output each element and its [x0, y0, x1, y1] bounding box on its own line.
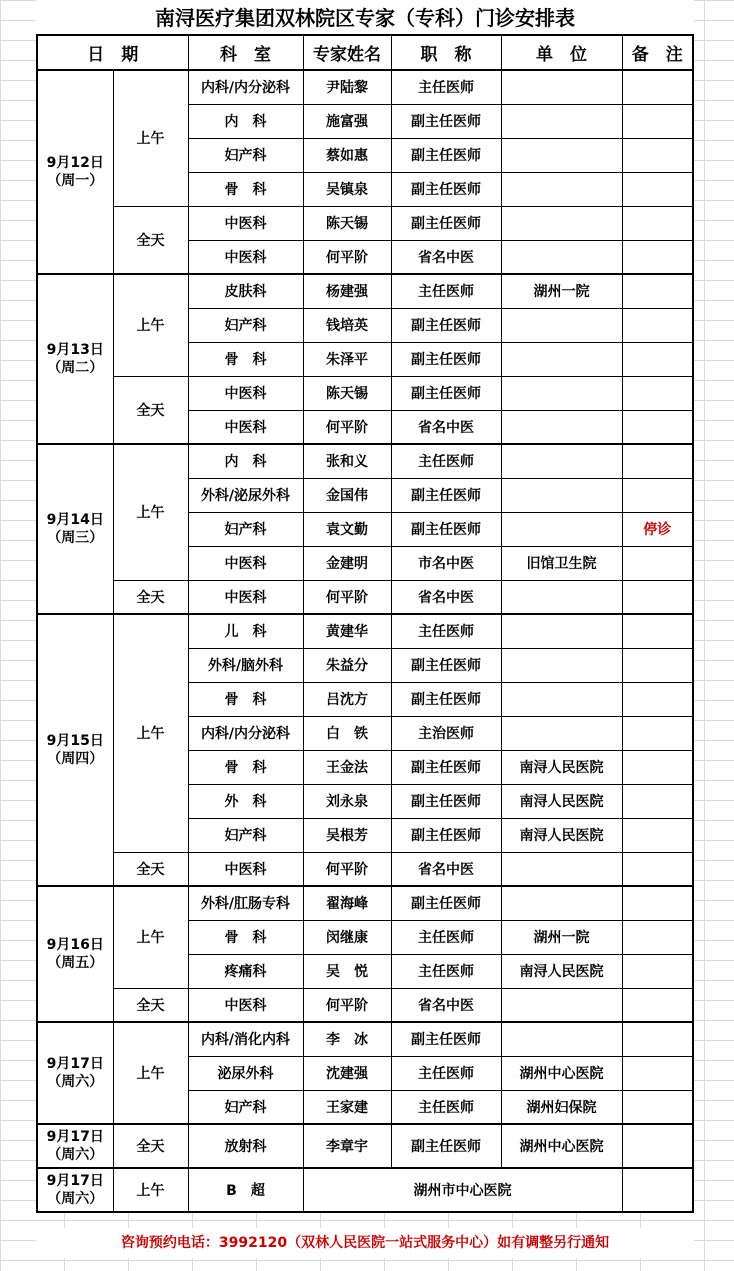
date-label: 9月12日 [46, 155, 104, 171]
table-row [37, 376, 693, 410]
doctor-title-cell: 副主任医师 [391, 750, 501, 784]
header-unit: 单 位 [501, 35, 622, 70]
doctor-title-cell: 副主任医师 [391, 682, 501, 716]
doctor-title-cell: 副主任医师 [391, 342, 501, 376]
dept-cell: 放射科 [188, 1124, 303, 1168]
unit-cell [501, 988, 622, 1022]
dept-cell: 骨 科 [188, 920, 303, 954]
weekday-label: （周六） [47, 1147, 104, 1163]
note-cell [622, 852, 693, 886]
note-cell [622, 478, 693, 512]
doctor-title-cell: 主任医师 [391, 274, 501, 308]
table-row [37, 1124, 693, 1168]
doctor-name-cell: 金建明 [303, 546, 391, 580]
doctor-name-cell: 吴根芳 [303, 818, 391, 852]
date-cell [37, 274, 113, 444]
note-cell [622, 138, 693, 172]
schedule-table [36, 34, 694, 1213]
unit-cell: 旧馆卫生院 [501, 546, 622, 580]
session-cell: 全天 [113, 376, 188, 444]
doctor-title-cell: 主任医师 [391, 1090, 501, 1124]
doctor-title-cell: 市名中医 [391, 546, 501, 580]
header-row [37, 35, 693, 70]
note-cell [622, 1124, 693, 1168]
dept-cell: 骨 科 [188, 172, 303, 206]
unit-cell [501, 342, 622, 376]
unit-cell [501, 308, 622, 342]
footer-contact-note: 咨询预约电话：3992120（双林人民医院一站式服务中心）如有调整另行通知 [36, 1228, 694, 1258]
doctor-name-cell: 何平阶 [303, 410, 391, 444]
session-cell: 全天 [113, 1124, 188, 1168]
unit-cell [501, 1022, 622, 1056]
date-cell [37, 444, 113, 614]
note-cell [622, 988, 693, 1022]
unit-cell: 湖州中心医院 [501, 1124, 622, 1168]
unit-cell: 湖州一院 [501, 920, 622, 954]
date-label: 9月17日 [46, 1056, 104, 1072]
weekday-label: （周五） [47, 955, 104, 971]
unit-cell: 南浔人民医院 [501, 784, 622, 818]
header-title: 职 称 [391, 35, 501, 70]
note-cell [622, 716, 693, 750]
unit-cell [501, 512, 622, 546]
doctor-name-cell: 何平阶 [303, 852, 391, 886]
date-label: 9月16日 [46, 937, 104, 953]
note-cell [622, 308, 693, 342]
unit-cell: 南浔人民医院 [501, 750, 622, 784]
session-cell: 上午 [113, 1022, 188, 1124]
doctor-name-cell: 黄建华 [303, 614, 391, 648]
doctor-title-cell: 主任医师 [391, 70, 501, 104]
date-cell [37, 70, 113, 274]
note-cell [622, 410, 693, 444]
note-cell [622, 1022, 693, 1056]
merged-unit-cell: 湖州市中心医院 [303, 1168, 622, 1212]
session-cell: 全天 [113, 988, 188, 1022]
dept-cell: 中医科 [188, 852, 303, 886]
doctor-title-cell: 省名中医 [391, 580, 501, 614]
doctor-name-cell: 吕沈方 [303, 682, 391, 716]
doctor-name-cell: 刘永泉 [303, 784, 391, 818]
unit-cell [501, 172, 622, 206]
doctor-name-cell: 王金法 [303, 750, 391, 784]
doctor-title-cell: 副主任医师 [391, 104, 501, 138]
doctor-title-cell: 副主任医师 [391, 886, 501, 920]
table-row [37, 614, 693, 648]
doctor-title-cell: 副主任医师 [391, 206, 501, 240]
date-cell [37, 1022, 113, 1124]
dept-cell: 内 科 [188, 104, 303, 138]
table-row [37, 206, 693, 240]
doctor-title-cell: 省名中医 [391, 988, 501, 1022]
doctor-title-cell: 主任医师 [391, 444, 501, 478]
dept-cell: 疼痛科 [188, 954, 303, 988]
session-cell: 上午 [113, 274, 188, 376]
header-name: 专家姓名 [303, 35, 391, 70]
doctor-title-cell: 副主任医师 [391, 138, 501, 172]
unit-cell [501, 410, 622, 444]
table-row [37, 852, 693, 886]
unit-cell [501, 206, 622, 240]
dept-cell: 内科/内分泌科 [188, 716, 303, 750]
doctor-name-cell: 尹陆黎 [303, 70, 391, 104]
unit-cell [501, 376, 622, 410]
session-cell: 上午 [113, 70, 188, 206]
session-cell: 上午 [113, 444, 188, 580]
note-cell [622, 206, 693, 240]
session-cell: 上午 [113, 1168, 188, 1212]
doctor-name-cell: 金国伟 [303, 478, 391, 512]
note-cell [622, 750, 693, 784]
table-row [37, 988, 693, 1022]
doctor-title-cell: 副主任医师 [391, 172, 501, 206]
unit-cell: 南浔人民医院 [501, 954, 622, 988]
date-label: 9月14日 [46, 512, 104, 528]
unit-cell [501, 478, 622, 512]
note-cell: 停诊 [622, 512, 693, 546]
note-cell [622, 1056, 693, 1090]
doctor-name-cell: 朱泽平 [303, 342, 391, 376]
note-cell [622, 546, 693, 580]
dept-cell: 皮肤科 [188, 274, 303, 308]
doctor-title-cell: 副主任医师 [391, 1022, 501, 1056]
date-label: 9月15日 [46, 733, 104, 749]
unit-cell: 湖州中心医院 [501, 1056, 622, 1090]
doctor-name-cell: 李章宇 [303, 1124, 391, 1168]
note-cell [622, 376, 693, 410]
note-cell [622, 444, 693, 478]
schedule-body [37, 70, 693, 1212]
note-cell [622, 104, 693, 138]
dept-cell: 儿 科 [188, 614, 303, 648]
note-cell [622, 920, 693, 954]
dept-cell: 中医科 [188, 988, 303, 1022]
weekday-label: （周二） [47, 360, 104, 376]
doctor-title-cell: 主任医师 [391, 954, 501, 988]
note-cell [622, 886, 693, 920]
table-row [37, 274, 693, 308]
weekday-label: （周六） [47, 1074, 104, 1090]
unit-cell [501, 852, 622, 886]
unit-cell [501, 444, 622, 478]
dept-cell: 外科/肛肠专科 [188, 886, 303, 920]
dept-cell: 外科/脑外科 [188, 648, 303, 682]
date-cell [37, 886, 113, 1022]
doctor-name-cell: 何平阶 [303, 988, 391, 1022]
doctor-title-cell: 副主任医师 [391, 478, 501, 512]
unit-cell [501, 648, 622, 682]
doctor-title-cell: 主治医师 [391, 716, 501, 750]
doctor-title-cell: 副主任医师 [391, 512, 501, 546]
dept-cell: 妇产科 [188, 818, 303, 852]
table-row [37, 1168, 693, 1212]
doctor-name-cell: 张和义 [303, 444, 391, 478]
doctor-name-cell: 吴镇泉 [303, 172, 391, 206]
unit-cell [501, 138, 622, 172]
note-cell [622, 954, 693, 988]
doctor-name-cell: 袁文勤 [303, 512, 391, 546]
doctor-name-cell: 陈天锡 [303, 206, 391, 240]
dept-cell: 内 科 [188, 444, 303, 478]
dept-cell: 妇产科 [188, 138, 303, 172]
note-cell [622, 1090, 693, 1124]
table-row [37, 444, 693, 478]
dept-cell: 妇产科 [188, 1090, 303, 1124]
note-cell [622, 342, 693, 376]
doctor-title-cell: 省名中医 [391, 852, 501, 886]
session-cell: 全天 [113, 206, 188, 274]
doctor-name-cell: 沈建强 [303, 1056, 391, 1090]
doctor-name-cell: 陈天锡 [303, 376, 391, 410]
doctor-name-cell: 朱益分 [303, 648, 391, 682]
note-cell [622, 648, 693, 682]
dept-cell: 妇产科 [188, 308, 303, 342]
doctor-name-cell: 蔡如惠 [303, 138, 391, 172]
doctor-title-cell: 省名中医 [391, 410, 501, 444]
dept-cell: 中医科 [188, 206, 303, 240]
header-dept: 科 室 [188, 35, 303, 70]
note-cell [622, 784, 693, 818]
unit-cell [501, 682, 622, 716]
date-label: 9月17日 [46, 1173, 104, 1189]
date-cell [37, 614, 113, 886]
doctor-title-cell: 副主任医师 [391, 308, 501, 342]
dept-cell: 泌尿外科 [188, 1056, 303, 1090]
unit-cell: 湖州妇保院 [501, 1090, 622, 1124]
doctor-title-cell: 副主任医师 [391, 648, 501, 682]
unit-cell [501, 104, 622, 138]
doctor-name-cell: 闵继康 [303, 920, 391, 954]
unit-cell: 南浔人民医院 [501, 818, 622, 852]
note-cell [622, 580, 693, 614]
session-cell: 上午 [113, 614, 188, 852]
table-row [37, 70, 693, 104]
dept-cell: 中医科 [188, 376, 303, 410]
doctor-name-cell: 吴 悦 [303, 954, 391, 988]
table-row [37, 1022, 693, 1056]
dept-cell: B 超 [188, 1168, 303, 1212]
doctor-title-cell: 主任医师 [391, 920, 501, 954]
dept-cell: 骨 科 [188, 750, 303, 784]
dept-cell: 骨 科 [188, 342, 303, 376]
header-date: 日 期 [37, 35, 188, 70]
unit-cell [501, 240, 622, 274]
weekday-label: （周一） [47, 173, 104, 189]
dept-cell: 中医科 [188, 410, 303, 444]
session-cell: 全天 [113, 580, 188, 614]
date-label: 9月17日 [46, 1129, 104, 1145]
weekday-label: （周六） [47, 1191, 104, 1207]
doctor-name-cell: 钱培英 [303, 308, 391, 342]
dept-cell: 外 科 [188, 784, 303, 818]
doctor-name-cell: 施富强 [303, 104, 391, 138]
session-cell: 全天 [113, 852, 188, 886]
doctor-name-cell: 李 冰 [303, 1022, 391, 1056]
doctor-name-cell: 王家建 [303, 1090, 391, 1124]
dept-cell: 中医科 [188, 240, 303, 274]
doctor-title-cell: 副主任医师 [391, 818, 501, 852]
doctor-title-cell: 副主任医师 [391, 784, 501, 818]
doctor-title-cell: 副主任医师 [391, 1124, 501, 1168]
doctor-title-cell: 主任医师 [391, 1056, 501, 1090]
session-cell: 上午 [113, 886, 188, 988]
date-cell [37, 1168, 113, 1212]
unit-cell [501, 580, 622, 614]
doctor-title-cell: 省名中医 [391, 240, 501, 274]
weekday-label: （周四） [47, 751, 104, 767]
note-cell [622, 274, 693, 308]
weekday-label: （周三） [47, 530, 104, 546]
doctor-name-cell: 何平阶 [303, 240, 391, 274]
date-cell [37, 1124, 113, 1168]
dept-cell: 中医科 [188, 580, 303, 614]
date-label: 9月13日 [46, 342, 104, 358]
page-title: 南浔医疗集团双林院区专家（专科）门诊安排表 [36, 0, 694, 34]
doctor-name-cell: 杨建强 [303, 274, 391, 308]
table-row [37, 580, 693, 614]
doctor-name-cell: 何平阶 [303, 580, 391, 614]
doctor-name-cell: 白 铁 [303, 716, 391, 750]
table-row [37, 886, 693, 920]
dept-cell: 内科/消化内科 [188, 1022, 303, 1056]
dept-cell: 中医科 [188, 546, 303, 580]
note-cell [622, 614, 693, 648]
doctor-name-cell: 翟海峰 [303, 886, 391, 920]
unit-cell: 湖州一院 [501, 274, 622, 308]
note-cell [622, 240, 693, 274]
unit-cell [501, 614, 622, 648]
dept-cell: 内科/内分泌科 [188, 70, 303, 104]
dept-cell: 妇产科 [188, 512, 303, 546]
note-cell [622, 818, 693, 852]
doctor-title-cell: 副主任医师 [391, 376, 501, 410]
note-cell [622, 172, 693, 206]
note-cell [622, 70, 693, 104]
unit-cell [501, 716, 622, 750]
dept-cell: 骨 科 [188, 682, 303, 716]
note-cell [622, 1168, 693, 1212]
header-note: 备 注 [622, 35, 693, 70]
unit-cell [501, 886, 622, 920]
doctor-title-cell: 主任医师 [391, 614, 501, 648]
unit-cell [501, 70, 622, 104]
dept-cell: 外科/泌尿外科 [188, 478, 303, 512]
note-cell [622, 682, 693, 716]
